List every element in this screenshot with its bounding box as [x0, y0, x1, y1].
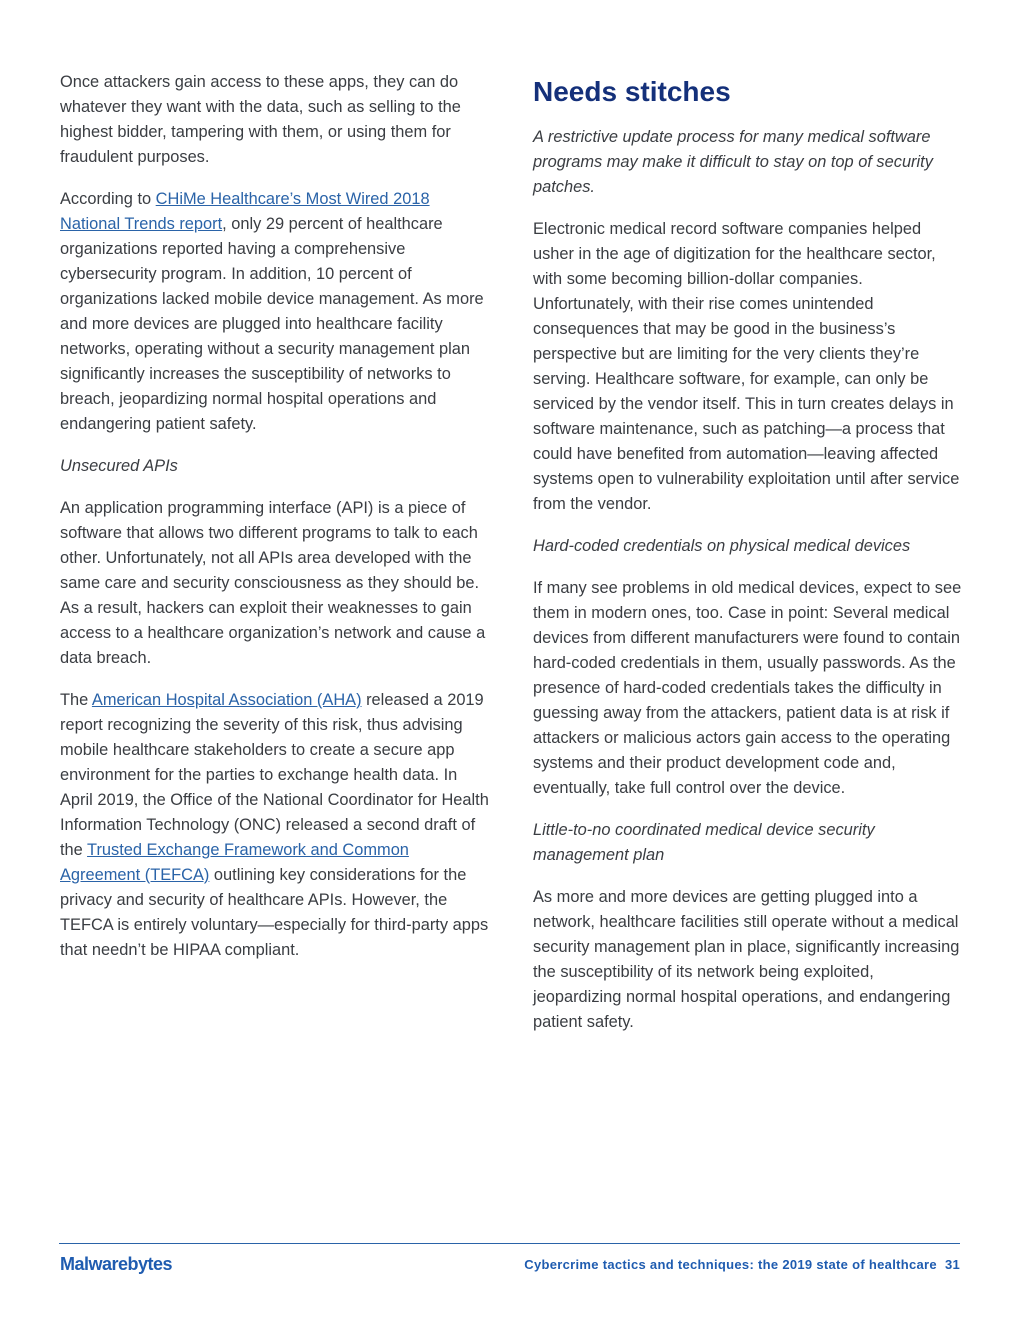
- paragraph: As more and more devices are getting plugged into a network, healthcare facilities still operate without a medical security management plan in place, significantly increasing the susceptibility of its network being exploited, jeopardizing normal hospital operations, and endangering patient safety.: [533, 888, 960, 1031]
- paragraph: If many see problems in old medical devices, expect to see them in modern ones, too. Case in point: Several medical devices from different manufacturers were found to contain hard-coded credentials in them, usually passwords. As the presence of hard-coded credentials takes the difficulty in guessing away from the attackers, patient data is at risk if attackers or malicious actors gain access to the operating systems and their product development code and, eventually, take full control over the device.: [533, 579, 962, 797]
- paragraph: [60, 187, 490, 437]
- page-number: 31: [944, 1257, 960, 1272]
- footer-title: [524, 1257, 960, 1272]
- subheading: Hard-coded credentials on physical medical devices: [533, 537, 911, 555]
- paragraph: [60, 688, 490, 963]
- text-run: outlining key considerations for the privacy and security of healthcare APIs. However, the TEFCA is entirely voluntary—especially for third-party apps that needn’t be HIPAA compliant.: [60, 866, 489, 959]
- text-run: , only 29 percent of healthcare organizations reported having a comprehensive cybersecurity program. In addition, 10 percent of organizations lacked mobile device management. As more and more devices are plugged into healthcare facility networks, operating without a security management plan significantly increases the susceptibility of networks to breach, jeopardizing normal hospital operations and endangering patient safety.: [60, 215, 484, 433]
- left-column: [60, 70, 490, 980]
- paragraph: An application programming interface (API) is a piece of software that allows two different programs to talk to each other. Unfortunately, not all APIs area developed with the same care and security consciousness as they should be. As a result, hackers can exploit their weaknesses to gain access to a healthcare organization’s network and cause a data breach.: [60, 499, 486, 667]
- text-run: The: [60, 691, 92, 709]
- tefca-link[interactable]: Trusted Exchange Framework and Common Agreement (TEFCA): [60, 841, 409, 884]
- aha-link[interactable]: American Hospital Association (AHA): [91, 691, 362, 709]
- paragraph: Electronic medical record software companies helped usher in the age of digitization for the healthcare sector, with some becoming billion-dollar companies. Unfortunately, with their rise comes unintended consequences that may be good in the business’s perspective but are limiting for the very clients they’re serving. Healthcare software, for example, can only be serviced by the vendor itself. This in turn creates delays in software maintenance, such as patching—a process that could have benefited from automation—leaving affected systems open to vulnerability exploitation until after service from the vendor.: [533, 220, 960, 513]
- malwarebytes-logo: Malwarebytes: [60, 1254, 173, 1274]
- text-run: According to: [60, 190, 156, 208]
- paragraph: Once attackers gain access to these apps, they can do whatever they want with the data, such as selling to the highest bidder, tampering with them, or using them for fraudulent purposes.: [60, 73, 461, 166]
- intro-text: A restrictive update process for many medical software programs may make it difficult to stay on top of security patches.: [533, 128, 933, 196]
- subheading: Unsecured APIs: [60, 457, 178, 475]
- subheading: Little-to-no coordinated medical device security management plan: [533, 821, 875, 864]
- chime-report-link[interactable]: CHiMe Healthcare’s Most Wired 2018 National Trends report: [60, 190, 430, 233]
- text-run: released a 2019 report recognizing the severity of this risk, thus advising mobile healthcare stakeholders to create a secure app environment for the parties to exchange health data. In April 2019, the Office of the National Coordinator for Health Information Technology (ONC) released a second draft of the: [60, 691, 489, 859]
- right-column: [533, 70, 963, 1052]
- document-title: Cybercrime tactics and techniques: the 2019 state of healthcare: [524, 1257, 937, 1272]
- footer-divider: [59, 1243, 960, 1244]
- section-heading: Needs stitches: [533, 76, 731, 107]
